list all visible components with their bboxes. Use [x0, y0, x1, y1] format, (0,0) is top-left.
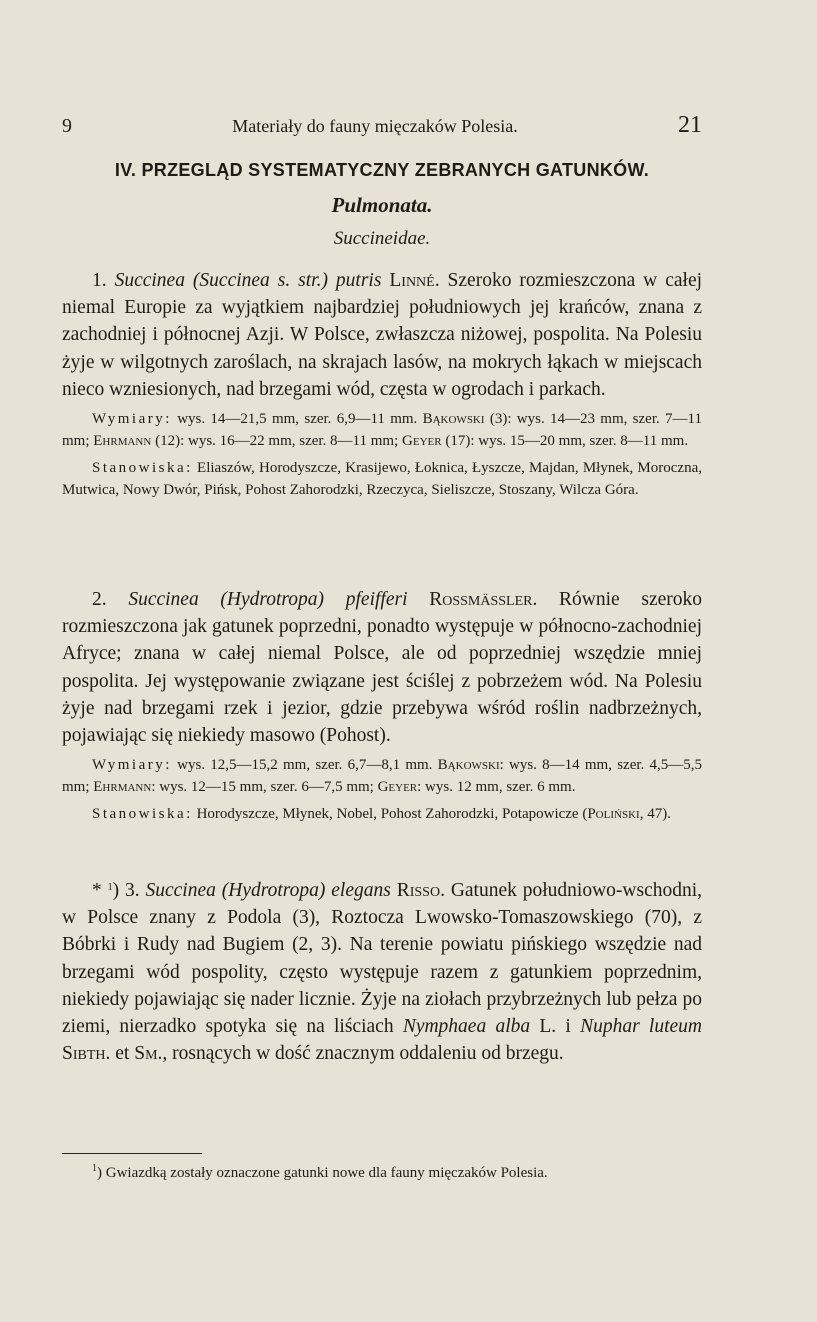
dimensions-paragraph: Wymiary: wys. 14—21,5 mm, szer. 6,9—11 mm. Bąkowski (3): wys. 14—23 mm, szer. 7—11 mm; Ehrmann (12): wys. 16—22 mm, szer. 8—11 mm; Geyer (17): wys. 15—20 mm, szer. 8—11 mm.: [62, 411, 702, 450]
section-heading: IV. PRZEGLĄD SYSTEMATYCZNY ZEBRANYCH GATUNKÓW.: [114, 160, 650, 180]
species-description: 1. Succinea (Succinea s. str.) putris Linné. Szeroko rozmieszczona w całej niemal Europie za wyjątkiem najbardziej południowych jej krańców, znana z zachodniej i północnej Azji. W Polsce, zwłaszcza niżowej, pospolita. Na Polesiu żyje w wilgotnych zaroślach, na skrajach lasów, na mokrych łąkach w miejscach nieco wzniesionych, nad brzegami wód, częsta w ogrodach i parkach.: [62, 270, 703, 400]
group-title: Pulmonata.: [331, 193, 433, 217]
left-page-number: 9: [62, 115, 72, 137]
running-head: [62, 112, 702, 139]
localities-paragraph: Stanowiska: Horodyszcze, Młynek, Nobel, Pohost Zahorodzki, Potapowicze (Poliński, 47).: [92, 806, 671, 823]
species-entry-1: [62, 267, 702, 501]
footnote-text: ) Gwiazdką zostały oznaczone gatunki nowe dla fauny mięczaków Polesia.: [97, 1165, 548, 1181]
page-number: 21: [677, 112, 702, 138]
running-title: Materiały do fauny mięczaków Polesia.: [232, 116, 518, 136]
species-description: 2. Succinea (Hydrotropa) pfeifferi Rossmässler. Równie szeroko rozmieszczona jak gatunek poprzedni, ponadto występuje w północno-zachodniej Afryce; znana w całej niemal Polsce, ale od poprzedniej wszędzie mniej pospolita. Jej występowanie związane jest ściślej z pobrzeżem wód. Na Polesiu żyje nad brzegami rzek i jezior, gdzie przebywa wśród roślin nadbrzeżnych, pojawiając się niekiedy masowo (Pohost).: [62, 589, 703, 747]
localities-paragraph: Stanowiska: Eliaszów, Horodyszcze, Krasijewo, Łoknica, Łyszcze, Majdan, Młynek, Moroczna, Mutwica, Nowy Dwór, Pińsk, Pohost Zahorodzki, Rzeczyca, Sieliszcze, Stoszany, Wilcza Góra.: [62, 460, 702, 499]
dimensions-paragraph: Wymiary: wys. 12,5—15,2 mm, szer. 6,7—8,1 mm. Bąkowski: wys. 8—14 mm, szer. 4,5—5,5 mm; Ehrmann: wys. 12—15 mm, szer. 6—7,5 mm; Geyer: wys. 12 mm, szer. 6 mm.: [62, 757, 702, 796]
footnote-divider: [62, 1153, 202, 1154]
species-description: * $^1$) 3. Succinea (Hydrotropa) elegans Risso. Gatunek południowo-wschodni, w Polsce znany z Podola (3), Roztocza Lwowsko-Tomaszowskiego (70), z Bóbrki i Rudy nad Bugiem (2, 3). Na terenie powiatu pińskiego wszędzie nad brzegami wód pospolity, często występuje razem z gatunkiem poprzednim, niekiedy pojawiając się nader licznie. Żyje na ziołach przybrzeżnych lub pełza po ziemi, nierzadko spotyka się na liściach Nymphaea alba L. i Nuphar luteum Sibth. et Sm., rosnących w dość znacznym oddaleniu od brzegu.: [62, 880, 703, 1065]
species-entry-2: [62, 586, 702, 825]
footnote-number: 1: [92, 1163, 97, 1174]
species-entry-3: [62, 874, 702, 1067]
footnote-reference: 1: [107, 882, 113, 893]
new-species-marker: *: [92, 880, 102, 901]
family-title: Succineidae.: [333, 228, 431, 249]
footnote: [62, 1158, 702, 1184]
